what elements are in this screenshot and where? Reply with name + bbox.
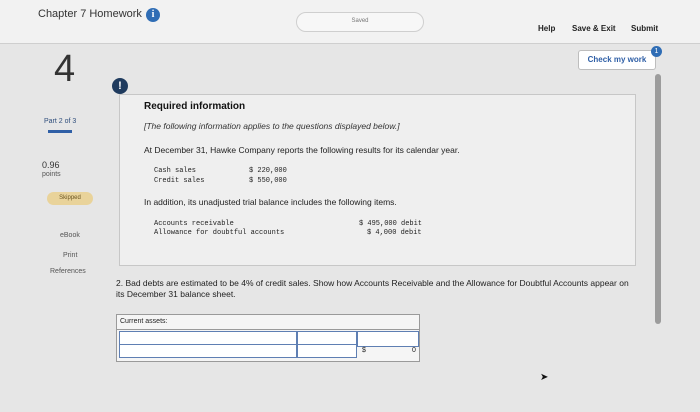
balance-intro: In addition, its unadjusted trial balance includes the following items. [144,197,397,207]
balance-sheet-table [116,314,420,362]
balance-amount: $ 4,000 debit [367,229,422,237]
part-progress-bar [48,130,72,133]
points-value: 0.96 [42,160,60,170]
part-indicator: Part 2 of 3 [44,118,77,125]
top-bar [0,0,700,44]
ebook-link[interactable]: eBook [60,232,80,239]
info-note: [The following information applies to the questions displayed below.] [144,121,400,131]
total-value: 0 [412,347,416,354]
scrollbar[interactable] [655,74,661,324]
amount-input[interactable] [297,344,357,358]
alert-icon: ! [112,78,128,94]
balance-label: Accounts receivable [154,220,234,228]
currency-symbol: $ [362,347,366,354]
info-intro: At December 31, Hawke Company reports the following results for its calendar year. [144,145,460,155]
points-label: points [42,171,61,178]
save-exit-button[interactable]: Save & Exit [572,24,616,33]
table-header: Current assets: [117,315,419,330]
question-number: 4 [54,48,76,90]
question-text: 2. Bad debts are estimated to be 4% of credit sales. Show how Accounts Receivable and the Allowance for Doubtful Accounts appear on its December 31 balance sheet. [116,278,629,299]
print-link[interactable]: Print [63,252,78,259]
check-my-work-button[interactable]: Check my work [578,50,656,70]
sales-amount: $ 550,000 [249,177,287,185]
account-input[interactable] [119,344,297,358]
assignment-title: Chapter 7 Homework [38,8,142,20]
submit-button[interactable]: Submit [631,24,659,33]
saved-indicator: Saved [296,12,424,32]
sales-label: Credit sales [154,177,205,185]
required-info-heading: Required information [144,101,246,112]
amount-input[interactable] [357,331,419,347]
check-count-badge: 1 [651,46,662,57]
balance-label: Allowance for doubtful accounts [154,229,285,237]
references-link[interactable]: References [50,268,86,275]
info-icon[interactable]: i [146,8,160,22]
status-badge: Skipped [47,192,93,205]
cursor-icon: ➤ [540,372,549,383]
sales-label: Cash sales [154,167,197,175]
help-link[interactable]: Help [538,24,556,33]
sales-amount: $ 220,000 [249,167,287,175]
balance-amount: $ 495,000 debit [359,220,423,228]
